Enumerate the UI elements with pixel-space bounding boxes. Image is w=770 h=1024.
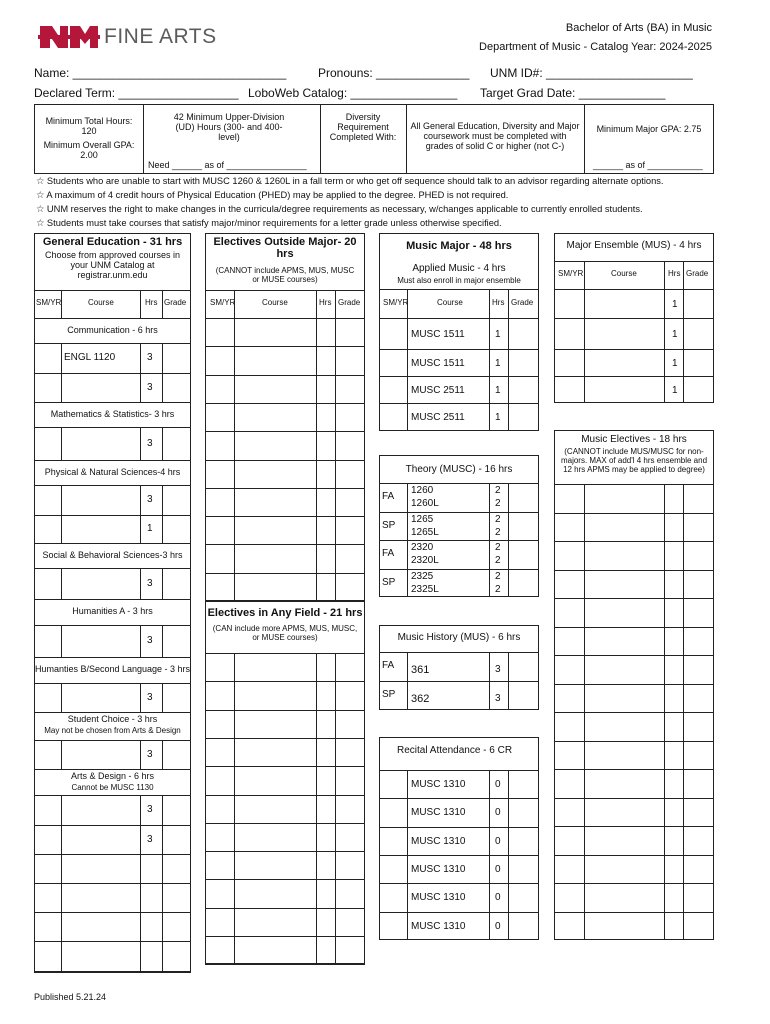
note-2-text: A maximum of 4 credit hours of Physical Education (PHED) may be applied to the degree. PHED is not required.	[46, 190, 509, 200]
music-major-title: Music Major - 48 hrs	[406, 240, 512, 252]
applied-music-title: Applied Music - 4 hrs	[412, 263, 506, 274]
col-course: Course	[611, 269, 637, 278]
electives-any-title: Electives in Any Field - 21 hrs	[207, 607, 363, 619]
ud-hours: 42 Minimum Upper-Division (UD) Hours (300- and 400-level)	[173, 112, 285, 142]
gen-ed-section-label: Arts & Design - 6 hrs	[70, 771, 155, 781]
gen-ed-section-label: Humanties B/Second Language - 3 hrs	[34, 664, 191, 674]
recital-title: Recital Attendance - 6 CR	[397, 745, 513, 756]
theory-box	[379, 455, 539, 597]
recital-hrs-cell[interactable]: 0	[495, 920, 501, 932]
theory-course-cell[interactable]: 1265	[411, 513, 434, 525]
theory-course-cell[interactable]: 2325L	[411, 583, 439, 595]
applied-course-cell[interactable]: MUSC 1511	[411, 357, 465, 369]
gen-ed-subtitle: Choose from approved courses in your UNM Catalog at registrar.unm.edu	[44, 250, 181, 280]
electives-any-box	[205, 601, 365, 964]
theory-hrs-cell[interactable]: 2	[495, 526, 501, 538]
col-hrs: Hrs	[319, 298, 332, 307]
loboweb-catalog-field[interactable]: LoboWeb Catalog: ________________	[248, 86, 458, 100]
ensemble-hrs-cell[interactable]: 1	[672, 298, 678, 310]
gen-ed-hrs-cell[interactable]: 3	[147, 381, 153, 393]
theory-course-cell[interactable]: 1265L	[411, 526, 439, 538]
degree-title: Bachelor of Arts (BA) in Music	[565, 22, 712, 34]
ensemble-hrs-cell[interactable]: 1	[672, 384, 678, 396]
recital-course-cell[interactable]: MUSC 1310	[411, 920, 466, 932]
dept-catalog-year: Department of Music - Catalog Year: 2024-2025	[479, 41, 712, 53]
col-smyr: SM/YR	[36, 298, 62, 307]
gen-ed-section-sub: Cannot be MUSC 1130	[71, 783, 154, 792]
note-4: ☆ Students must take courses that satisfy major/minor requirements for a letter grade unless otherwise specified.	[36, 218, 502, 228]
col-hrs: Hrs	[145, 298, 158, 307]
gen-ed-section-label: Humanities A - 3 hrs	[72, 606, 153, 616]
target-grad-field[interactable]: Target Grad Date: _____________	[480, 86, 666, 100]
applied-course-cell[interactable]: MUSC 2511	[411, 412, 465, 423]
history-semester: SP	[382, 689, 396, 700]
grades-note: All General Education, Diversity and Major coursework must be completed with grades of solid C or higher (not C-)	[410, 121, 580, 151]
recital-course-cell[interactable]: MUSC 1310	[411, 863, 466, 875]
recital-hrs-cell[interactable]: 0	[495, 779, 501, 790]
theory-course-cell[interactable]: 1260	[411, 485, 434, 496]
col-grade: Grade	[164, 298, 187, 307]
music-electives-box	[554, 430, 714, 940]
recital-course-cell[interactable]: MUSC 1310	[411, 835, 466, 847]
gen-ed-section-label: Physical & Natural Sciences-4 hrs	[44, 467, 181, 477]
min-overall-gpa: Minimum Overall GPA: 2.00	[43, 140, 135, 160]
recital-course-cell[interactable]: MUSC 1310	[411, 892, 466, 904]
name-field[interactable]: Name: ________________________________	[34, 66, 287, 80]
electives-outside-box	[205, 233, 365, 601]
history-semester: FA	[382, 660, 395, 671]
theory-semester: FA	[382, 548, 395, 559]
note-2: ☆ A maximum of 4 credit hours of Physical Education (PHED) may be applied to the degree. PHED is not required.	[36, 190, 509, 200]
col-smyr: SM/YR	[210, 298, 236, 307]
recital-course-cell[interactable]: MUSC 1310	[411, 807, 466, 819]
col-smyr: SM/YR	[558, 269, 584, 278]
recital-hrs-cell[interactable]: 0	[495, 863, 501, 875]
theory-title: Theory (MUSC) - 16 hrs	[405, 464, 513, 475]
history-hrs-cell[interactable]: 3	[495, 664, 501, 675]
electives-outside-subtitle: (CANNOT include APMS, MUS, MUSC or MUSE courses)	[215, 266, 355, 284]
theory-hrs-cell[interactable]: 2	[495, 570, 501, 582]
major-as-of[interactable]: ______ as of ___________	[593, 160, 703, 170]
recital-hrs-cell[interactable]: 0	[495, 835, 501, 847]
published-date: Published 5.21.24	[34, 992, 107, 1002]
ensemble-title: Major Ensemble (MUS) - 4 hrs	[566, 240, 702, 251]
gen-ed-title: General Education - 31 hrs	[42, 236, 183, 248]
gen-ed-hrs-cell[interactable]: 3	[147, 494, 153, 505]
theory-hrs-cell[interactable]: 2	[495, 513, 501, 525]
gen-ed-course-cell[interactable]: ENGL 1120	[64, 352, 116, 363]
applied-course-cell[interactable]: MUSC 1511	[411, 328, 465, 340]
history-course-cell[interactable]: 361	[411, 664, 430, 676]
music-electives-title: Music Electives - 18 hrs	[581, 434, 687, 445]
electives-outside-title: Electives Outside Major- 20 hrs	[213, 236, 357, 260]
col-grade: Grade	[686, 269, 709, 278]
theory-hrs-cell[interactable]: 2	[495, 555, 501, 566]
logo	[38, 22, 218, 54]
note-1-text: Students who are unable to start with MUSC 1260 & 1260L in a fall term or who get off sequence should talk to an advisor regarding alternate options.	[46, 176, 664, 186]
gen-ed-hrs-cell[interactable]: 3	[147, 577, 153, 589]
col-smyr: SM/YR	[383, 298, 409, 307]
applied-hrs-cell[interactable]: 1	[495, 412, 501, 423]
applied-music-sub: Must also enroll in major ensemble	[397, 276, 521, 285]
theory-hrs-cell[interactable]: 2	[495, 485, 501, 496]
gen-ed-hrs-cell[interactable]: 3	[147, 748, 153, 760]
ensemble-hrs-cell[interactable]: 1	[672, 328, 678, 340]
history-course-cell[interactable]: 362	[411, 693, 430, 705]
electives-any-subtitle: (CAN include more APMS, MUS, MUSC, or MUSE courses)	[212, 624, 358, 642]
min-major-gpa: Minimum Major GPA: 2.75	[596, 124, 702, 134]
theory-course-cell[interactable]: 2320L	[411, 555, 439, 566]
ensemble-hrs-cell[interactable]: 1	[672, 357, 678, 369]
theory-semester: SP	[382, 519, 396, 531]
applied-hrs-cell[interactable]: 1	[495, 357, 501, 369]
recital-hrs-cell[interactable]: 0	[495, 892, 501, 904]
gen-ed-section-label: Communication - 6 hrs	[67, 325, 158, 335]
col-hrs: Hrs	[668, 269, 681, 278]
gen-ed-section-label: Student Choice - 3 hrs	[67, 714, 158, 724]
unm-logo-icon	[38, 22, 100, 52]
gen-ed-section-label: Mathematics & Statistics- 3 hrs	[50, 409, 175, 419]
declared-term-field[interactable]: Declared Term: __________________	[34, 86, 239, 100]
history-title: Music History (MUS) - 6 hrs	[397, 632, 521, 643]
note-3-text: UNM reserves the right to make changes in the curricula/degree requirements as necessary, w/changes applicable to currently enrolled students.	[46, 204, 643, 214]
col-grade: Grade	[338, 298, 361, 307]
unm-id-field[interactable]: UNM ID#: ______________________	[490, 66, 693, 80]
min-total-hours: Minimum Total Hours: 120	[45, 116, 133, 136]
gen-ed-hrs-cell[interactable]: 3	[147, 437, 153, 449]
gen-ed-hrs-cell[interactable]: 3	[147, 352, 153, 363]
applied-hrs-cell[interactable]: 1	[495, 384, 501, 396]
history-hrs-cell[interactable]: 3	[495, 693, 501, 704]
pronouns-field[interactable]: Pronouns: ______________	[318, 66, 470, 80]
gen-ed-hrs-cell[interactable]: 3	[147, 833, 153, 845]
col-course: Course	[262, 298, 288, 307]
col-course: Course	[88, 298, 114, 307]
gen-ed-hrs-cell[interactable]: 3	[147, 691, 153, 703]
note-3: ☆ UNM reserves the right to make changes in the curricula/degree requirements as necessary, w/changes applicable to currently enrolled students.	[36, 204, 643, 214]
recital-hrs-cell[interactable]: 0	[495, 807, 501, 819]
note-1: ☆ Students who are unable to start with MUSC 1260 & 1260L in a fall term or who get off sequence should talk to an advisor regarding alternate options.	[36, 176, 664, 186]
logo-text: FINE ARTS	[104, 25, 217, 48]
music-electives-subtitle: (CANNOT include MUS/MUSC for non-majors. MAX of add'l 4 hrs ensemble and 12 hrs APMS may be applied to degree)	[560, 447, 708, 474]
theory-hrs-cell[interactable]: 2	[495, 498, 501, 509]
diversity-requirement: Diversity Requirement Completed With:	[329, 112, 397, 142]
theory-semester: FA	[382, 491, 395, 502]
col-hrs: Hrs	[492, 298, 505, 307]
note-4-text: Students must take courses that satisfy major/minor requirements for a letter grade unless otherwise specified.	[46, 218, 502, 228]
gen-ed-section-sub: May not be chosen from Arts & Design	[44, 726, 181, 735]
col-grade: Grade	[511, 298, 534, 307]
applied-hrs-cell[interactable]: 1	[495, 328, 501, 340]
gen-ed-hrs-cell[interactable]: 3	[147, 804, 153, 815]
theory-course-cell[interactable]: 2325	[411, 570, 434, 582]
gen-ed-section-label: Social & Behavioral Sciences-3 hrs	[42, 550, 183, 560]
col-course: Course	[437, 298, 463, 307]
gen-ed-hrs-cell[interactable]: 3	[147, 635, 153, 646]
theory-course-cell[interactable]: 2320	[411, 542, 434, 553]
theory-course-cell[interactable]: 1260L	[411, 498, 439, 509]
need-as-of[interactable]: Need ______ as of ________________	[148, 160, 307, 170]
recital-course-cell[interactable]: MUSC 1310	[411, 779, 466, 790]
applied-course-cell[interactable]: MUSC 2511	[411, 384, 465, 396]
theory-hrs-cell[interactable]: 2	[495, 542, 501, 553]
gen-ed-hrs-cell[interactable]: 1	[147, 523, 153, 534]
theory-hrs-cell[interactable]: 2	[495, 583, 501, 595]
theory-semester: SP	[382, 576, 396, 588]
